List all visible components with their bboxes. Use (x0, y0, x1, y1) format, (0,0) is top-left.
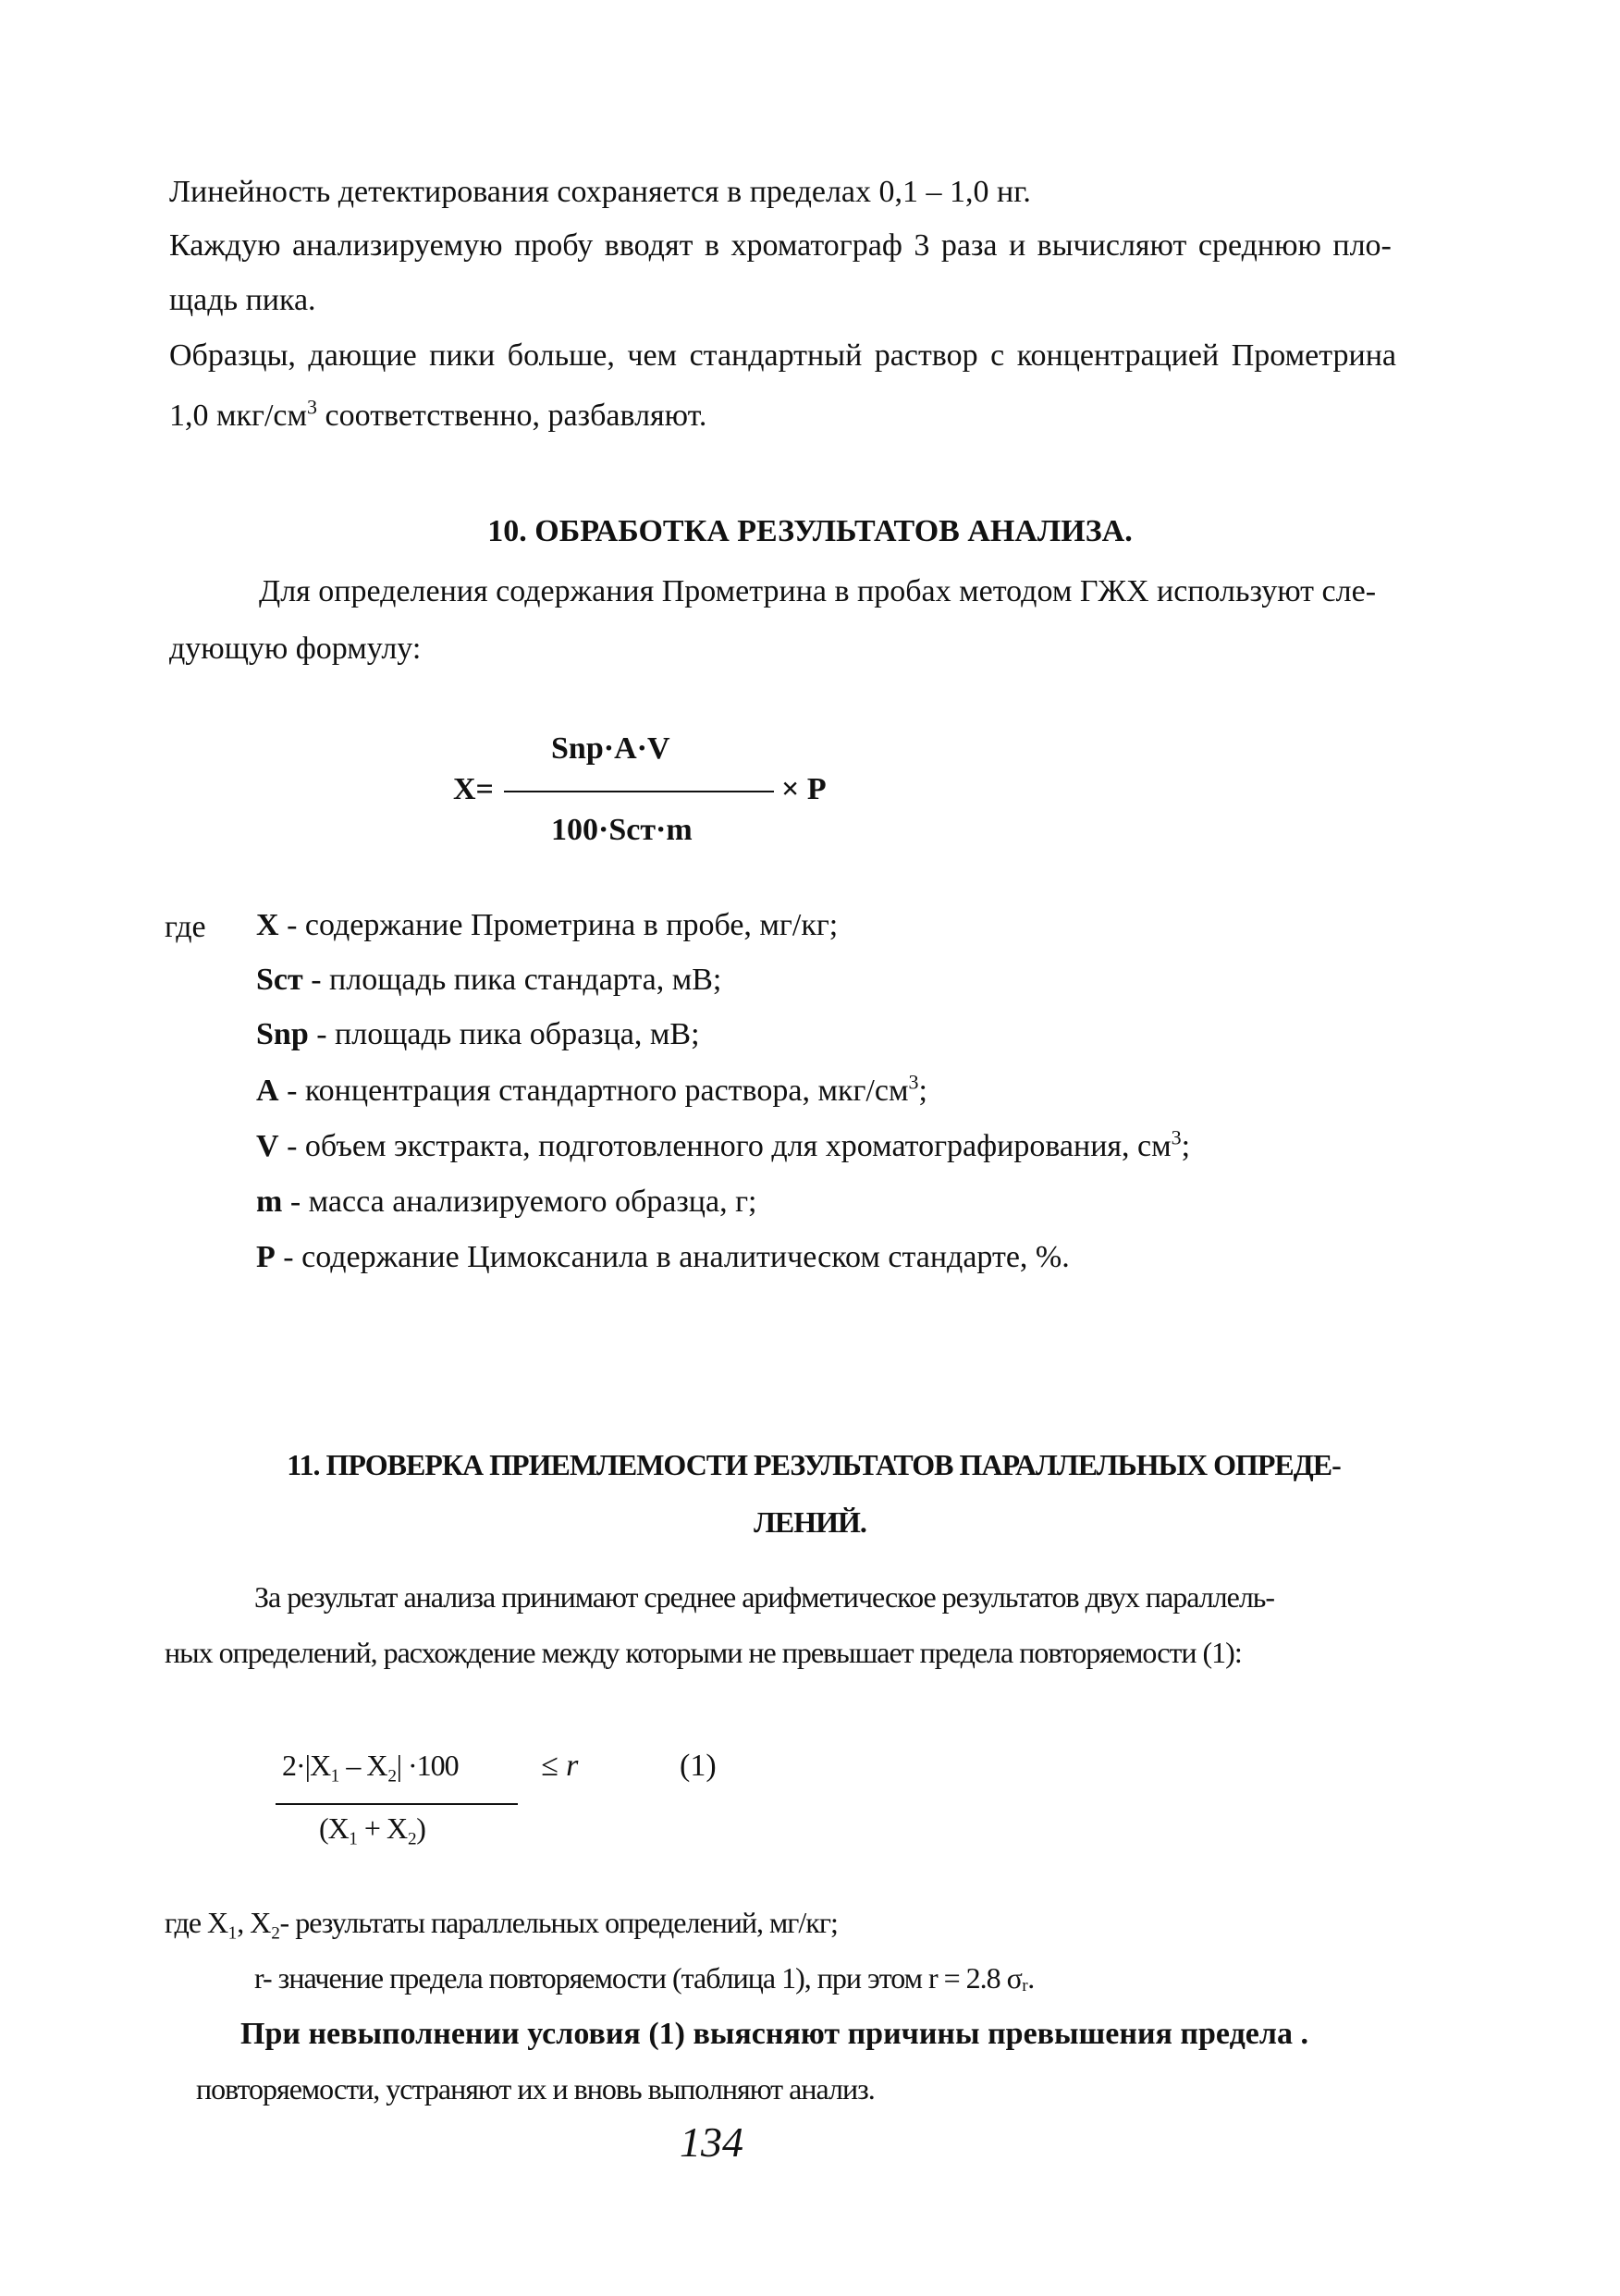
def-sst-symbol: Sст (256, 963, 303, 997)
def-m-symbol: m (256, 1185, 283, 1219)
formula-fraction-line (504, 791, 774, 792)
intro-line-3b-post: соответственно, разбавляют. (317, 399, 707, 433)
intro-line-3a: Образцы, дающие пики больше, чем стандартный раствор с концентрацией Прометрина (169, 338, 1396, 373)
def-a-text: - концентрация стандартного раствора, мкг/см (278, 1074, 909, 1108)
def-snp-symbol: Snp (256, 1017, 309, 1051)
formula-lhs: X= (453, 772, 494, 806)
intro-line-2b: щадь пика. (169, 283, 316, 317)
def-v (256, 1125, 1191, 1166)
section-11-heading-line-2: ЛЕНИЙ. (754, 1505, 866, 1539)
def-x (256, 907, 838, 945)
page-number: 134 (680, 2118, 743, 2166)
section-11-last-line: повторяемости, устраняют их и вновь выполняют анализ. (196, 2072, 875, 2106)
section-10-para-b: дующую формулу: (169, 632, 422, 666)
def-sst (256, 962, 721, 1000)
section-10-heading: 10. ОБРАБОТКА РЕЗУЛЬТАТОВ АНАЛИЗА. (487, 514, 1133, 548)
def-a-after: ; (918, 1074, 927, 1108)
section-11-heading-line-1: 11. ПРОВЕРКА ПРИЕМЛЕМОСТИ РЕЗУЛЬТАТОВ ПАРАЛЛЕЛЬНЫХ ОПРЕДЕ- (287, 1448, 1341, 1481)
def-x-text: - содержание Прометрина в пробе, мг/кг; (278, 908, 839, 942)
formula-rhs: × P (781, 772, 827, 806)
intro-line-3b (169, 395, 707, 436)
rep-formula-condition: ≤ r (541, 1749, 579, 1783)
section-10-para-a: Для определения содержания Прометрина в пробах методом ГЖХ используют сле- (259, 574, 1377, 608)
section-11-where-2: r- значение предела повторяемости (таблица 1), при этом r = 2.8 σᵣ. (254, 1961, 1035, 1995)
def-v-sup: 3 (1171, 1125, 1182, 1149)
formula-numerator: Snp·A·V (551, 731, 670, 766)
intro-line-1: Линейность детектирования сохраняется в пределах 0,1 – 1,0 нг. (169, 175, 1031, 209)
def-a-symbol: A (256, 1074, 279, 1108)
def-m (256, 1184, 756, 1222)
def-m-text: - масса анализируемого образца, г; (282, 1185, 757, 1219)
section-11-para-b: ных определений, расхождение между которыми не превышает предела повторяемости (1): (165, 1636, 1242, 1669)
def-p (256, 1239, 1070, 1277)
rep-formula-denominator: (X₁ + X₂) (319, 1811, 425, 1845)
def-v-symbol: V (256, 1129, 279, 1163)
where-label: где (165, 910, 206, 944)
intro-line-3b-pre: 1,0 мкг/см (169, 399, 308, 433)
rep-formula-number: (1) (680, 1749, 717, 1783)
def-snp (256, 1016, 700, 1054)
section-11-where-1: где X₁, X₂- результаты параллельных определений, мг/кг; (165, 1906, 838, 1939)
def-p-text: - содержание Цимоксанила в аналитическом стандарте, %. (275, 1240, 1070, 1274)
section-11-para-a: За результат анализа принимают среднее арифметическое результатов двух параллель- (254, 1580, 1275, 1614)
def-a (256, 1070, 927, 1111)
def-snp-text: - площадь пика образца, мВ; (308, 1017, 700, 1051)
def-sst-text: - площадь пика стандарта, мВ; (302, 963, 722, 997)
def-v-after: ; (1181, 1129, 1191, 1163)
intro-line-3b-sup: 3 (307, 395, 318, 419)
def-x-symbol: X (256, 908, 279, 942)
intro-line-2a: Каждую анализируемую пробу вводят в хроматограф 3 раза и вычисляют среднюю пло- (169, 228, 1392, 263)
section-11-bold-line: При невыполнении условия (1) выясняют причины превышения предела . (240, 2017, 1308, 2051)
rep-formula-fraction-line (276, 1803, 518, 1805)
formula-denominator: 100·Sст·m (551, 813, 693, 847)
rep-formula-numerator: 2·|X₁ – X₂| ·100 (282, 1749, 459, 1782)
def-p-symbol: P (256, 1240, 276, 1274)
def-a-sup: 3 (908, 1070, 919, 1094)
def-v-text: - объем экстракта, подготовленного для хроматографирования, см (278, 1129, 1172, 1163)
